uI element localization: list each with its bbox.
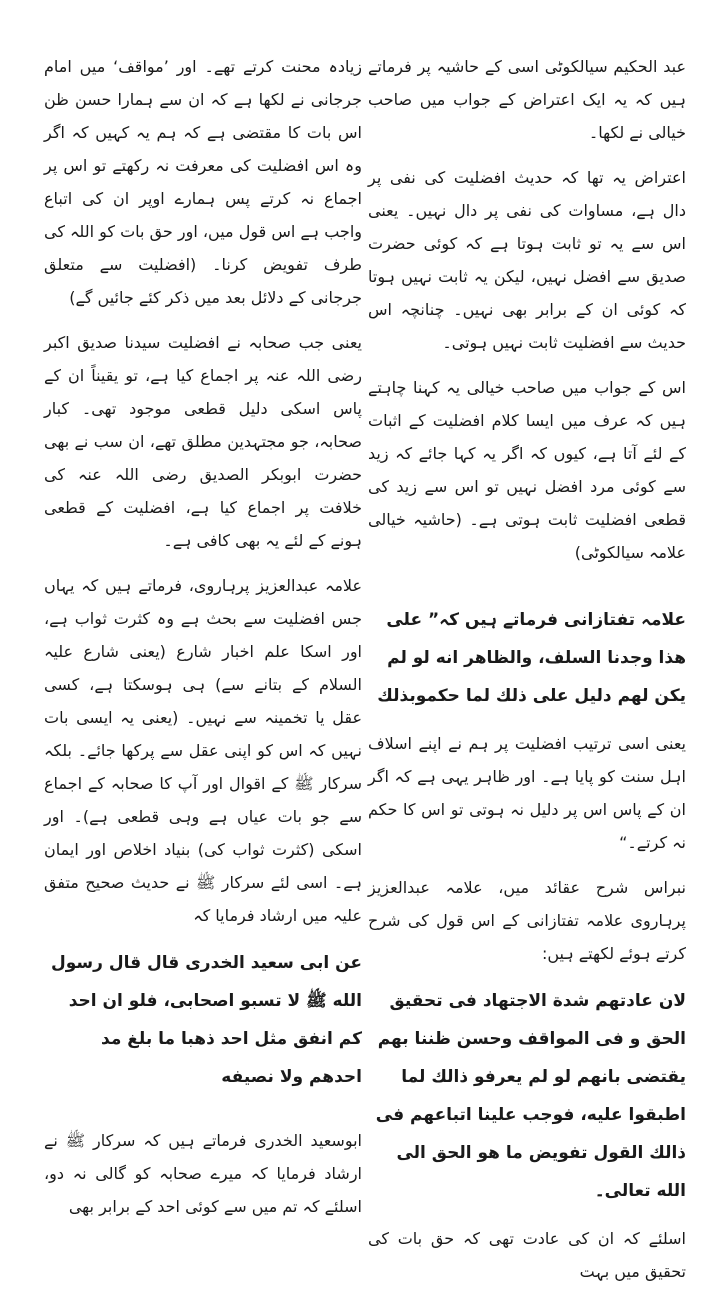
paragraph-nibras-arabic-quote: لان عادتهم شدة الاجتهاد فی تحقیق الحق و فی المواقف وحسن ظننا بهم یقتضی بانهم لو لم یعرفو ذالك لما اطبقوا علیه، فوجب علینا اتباعهم فی ذالك القول تفویض ما هو الحق الی الله تعالی۔ [375, 991, 686, 1201]
paragraph-parharwi: علامہ عبدالعزیز پرہاروی، فرماتے ہیں کہ یہاں جس افضلیت سے بحث ہے وہ کثرت ثواب ہے، اور اسکا علم اخبار شارع (یعنی شارع علیہ السلام کے بتانے سے) ہی ہوسکتا ہے، کسی عقل یا تخمینہ سے نہیں۔ (یعنی یہ ایسی بات نہیں کہ اس کو اپنی عقل سے پرکھا جائے۔ بلکہ سرکار ﷺ کے اقوال اور آپ کا صحابہ کے اجماع سے جو بات عیاں ہے وہی قطعی ہے)۔ اور اسکی (کثرت ثواب کی) بنیاد اخلاص اور ایمان ہے۔ اسی لئے سرکار ﷺ نے حدیث صحیح متفق علیہ میں ارشاد فرمایا کہ [44, 576, 362, 925]
paragraph-nibras-intro: نبراس شرح عقائد میں، علامہ عبدالعزیز پرہاروی علامہ تفتازانی کے اس قول کی شرح کرتے ہوئے لکھتے ہیں: [368, 878, 686, 963]
paragraph-sahaba-consensus: یعنی جب صحابہ نے افضلیت سیدنا صدیق اکبر رضی اللہ عنہ پر اجماع کیا ہے، تو یقیناً ان کے پاس اسکی دلیل قطعی موجود تھی۔ کبار صحابہ، جو مجتہدین مطلق تھے، ان سب نے بھی حضرت ابوبکر الصدیق رضی اللہ عنہ کی خلافت پر اجماع کیا ہے، افضلیت کے قطعی ہونے کے لئے یہ بھی کافی ہے۔ [44, 333, 362, 550]
right-column [368, 50, 686, 1300]
paragraph-hadith-arabic: عن ابی سعید الخدری قال قال رسول الله ﷺ لا تسبو اصحابی، فلو ان احد کم انفق مثل احد ذهبا ما بلغ مد احدهم ولا نصیفه [51, 953, 362, 1087]
paragraph-hadith-translation: ابوسعید الخدری فرماتے ہیں کہ سرکار ﷺ نے ارشاد فرمایا کہ میرے صحابہ کو گالی نہ دو، اسلئے کہ تم میں سے کوئی احد کے برابر بھی [44, 1131, 362, 1216]
paragraph-taftazani-translation: یعنی اسی ترتیب افضلیت پر ہم نے اپنے اسلاف اہل سنت کو پایا ہے۔ اور ظاہر یہی ہے کہ اگر ان کے پاس اس پر دلیل نہ ہوتی تو اس کا حکم نہ کرتے۔“ [368, 734, 686, 852]
paragraph-jurjani-mawaqif: زیادہ محنت کرتے تھے۔ اور ’مواقف‘ میں امام جرجانی نے لکھا ہے کہ ان سے ہمارا حسن ظن اس بات کا مقتضی ہے کہ ہم یہ کہیں کہ اگر وہ اس افضلیت کی معرفت نہ رکھتے تو اس پر اجماع نہ کرتے پس ہمارے اوپر ان کی اتباع واجب ہے اس قول میں، اور حق بات کو اللہ کی طرف تفویض کرنا۔ (افضلیت سے متعلق جرجانی کے دلائل بعد میں ذکر کئے جائیں گے) [44, 57, 362, 307]
paragraph-taftazani-quote: علامہ تفتازانی فرماتے ہیں کہ” علی هذا وجدنا السلف، والظاهر انه لو لم یکن لهم دلیل علی ذلك لما حکموبذلك [377, 610, 686, 706]
paragraph-nibras-translation: اسلئے کہ ان کی عادت تھی کہ حق بات کی تحقیق میں بہت [368, 1229, 686, 1281]
left-column [44, 50, 362, 1235]
paragraph-siyalkoti-commentary: عبد الحکیم سیالکوٹی اسی کے حاشیہ پر فرماتے ہیں کہ یہ ایک اعتراض کے جواب میں صاحب خیالی نے لکھا۔ [368, 57, 686, 142]
paragraph-objection: اعتراض یہ تھا کہ حدیث افضلیت کی نفی پر دال ہے، مساوات کی نفی پر دال نہیں۔ یعنی اس سے یہ تو ثابت ہوتا ہے کہ کوئی حضرت صدیق سے افضل نہیں، لیکن یہ ثابت نہیں ہوتا کہ کوئی ان کے برابر بھی نہیں۔ چنانچہ اس حدیث سے افضلیت ثابت نہیں ہوتی۔ [368, 168, 686, 352]
paragraph-khayali-answer: اس کے جواب میں صاحب خیالی یہ کہنا چاہتے ہیں کہ عرف میں ایسا کلام افضلیت کے اثبات کے لئے آتا ہے، کیوں کہ اگر یہ کہا جائے کہ زید سے کوئی مرد افضل نہیں تو اس سے زید کی قطعی افضلیت ثابت ہوتی ہے۔ (حاشیہ خیالی علامہ سیالکوٹی) [368, 378, 686, 562]
